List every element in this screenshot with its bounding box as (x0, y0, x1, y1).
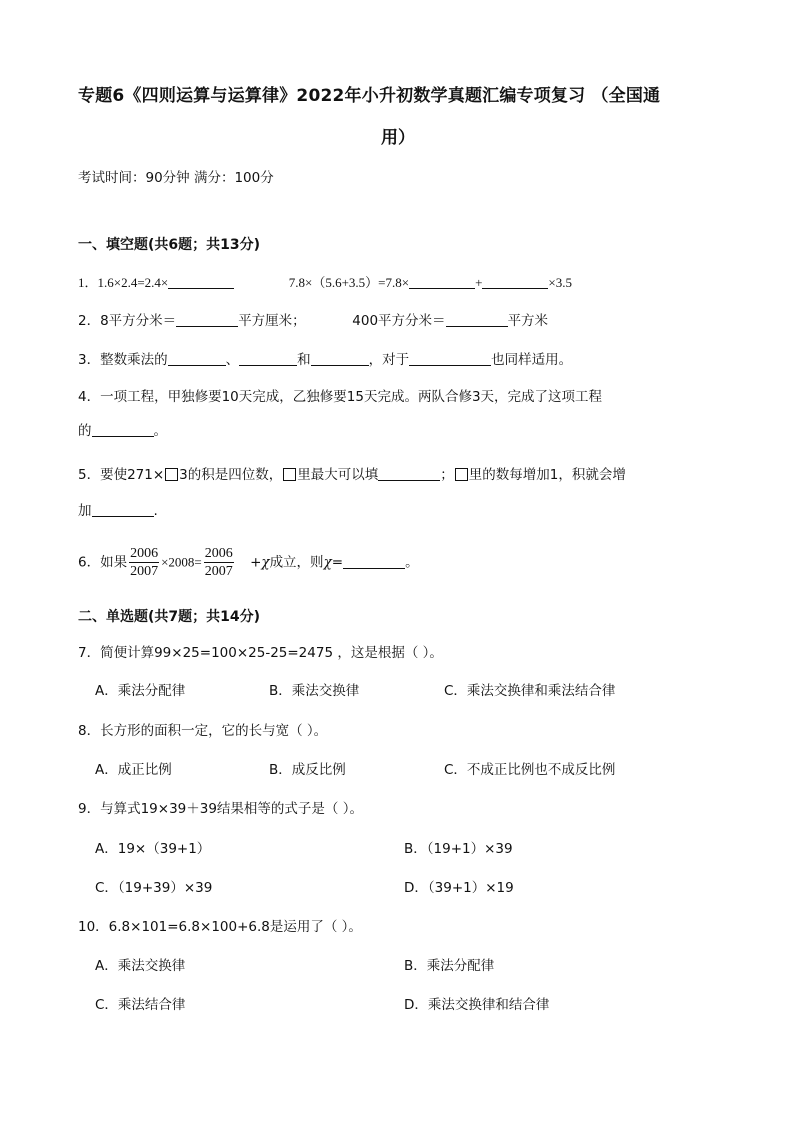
question-9-stem: 9．与算式19×39＋39结果相等的式子是（ ）。 (78, 801, 363, 817)
answer-blank[interactable] (378, 468, 440, 481)
option-10d[interactable]: D．乘法交换律和结合律 (404, 997, 550, 1013)
question-2: 2．8平方分米＝ 平方厘米； 400平方分米＝ 平方米 (78, 313, 549, 329)
question-7-stem: 7．简便计算99×25=100×25-25=2475 ，这是根据（ ）。 (78, 645, 443, 661)
answer-blank[interactable] (92, 424, 154, 437)
answer-blank[interactable] (409, 276, 475, 289)
option-7a[interactable]: A．乘法分配律 (95, 683, 186, 699)
question-4-line1: 4．一项工程，甲独修要10天完成，乙独修要15天完成。两队合修3天，完成了这项工程 (78, 389, 603, 405)
answer-blank[interactable] (168, 353, 226, 366)
fraction: $\frac{2006}{2007}$ (130, 546, 159, 579)
exam-info: 考试时间：90分钟 满分：100分 (78, 170, 274, 186)
answer-blank[interactable] (168, 276, 234, 289)
question-4-line2: 的 。 (78, 423, 167, 439)
question-3: 3．整数乘法的 、 和 ，对于 也同样适用。 (78, 352, 573, 368)
answer-blank[interactable] (239, 353, 297, 366)
answer-blank[interactable] (92, 504, 154, 517)
option-9c[interactable]: C．（19+39）×39 (95, 880, 213, 896)
answer-blank[interactable] (482, 276, 548, 289)
answer-blank[interactable] (311, 353, 369, 366)
page-title-line1: 专题6《四则运算与运算律》2022年小升初数学真题汇编专项复习 （全国通 (78, 86, 661, 106)
answer-blank[interactable] (343, 556, 405, 569)
option-9b[interactable]: B．（19+1）×39 (404, 841, 513, 857)
question-6: 6．如果 $\frac{2006}{2007}$ ×2008= $\frac{2006}{2007}$ +χ成立，则χ= 。 (78, 546, 419, 579)
question-5-line2: 加 . (78, 503, 158, 519)
box-placeholder (165, 468, 178, 481)
section-heading-single-choice: 二、单选题(共7题；共14分) (78, 609, 261, 625)
box-placeholder (455, 468, 468, 481)
question-10-stem: 10．6.8×101=6.8×100+6.8是运用了（ ）。 (78, 919, 362, 935)
option-9a[interactable]: A．19×（39+1） (95, 841, 211, 857)
page-title-line2: 用） (381, 128, 415, 148)
option-8a[interactable]: A．成正比例 (95, 762, 172, 778)
option-8c[interactable]: C．不成正比例也不成反比例 (444, 762, 616, 778)
answer-blank[interactable] (176, 314, 238, 327)
option-9d[interactable]: D．（39+1）×19 (404, 880, 514, 896)
answer-blank[interactable] (409, 353, 491, 366)
question-5-line1: 5．要使271× 3的积是四位数， 里最大可以填 ； 里的数每增加1，积就会增 (78, 467, 626, 483)
question-1: 1．1.6×2.4=2.4× 7.8×（5.6+3.5）=7.8× + ×3.5 (78, 275, 573, 290)
option-7b[interactable]: B．乘法交换律 (269, 683, 360, 699)
option-10c[interactable]: C．乘法结合律 (95, 997, 186, 1013)
answer-blank[interactable] (446, 314, 508, 327)
section-heading-fill-in: 一、填空题(共6题；共13分) (78, 237, 261, 253)
option-10b[interactable]: B．乘法分配律 (404, 958, 495, 974)
question-8-stem: 8．长方形的面积一定，它的长与宽（ ）。 (78, 723, 328, 739)
fraction: $\frac{2006}{2007}$ (204, 546, 233, 579)
box-placeholder (283, 468, 296, 481)
option-10a[interactable]: A．乘法交换律 (95, 958, 186, 974)
option-8b[interactable]: B．成反比例 (269, 762, 346, 778)
option-7c[interactable]: C．乘法交换律和乘法结合律 (444, 683, 616, 699)
